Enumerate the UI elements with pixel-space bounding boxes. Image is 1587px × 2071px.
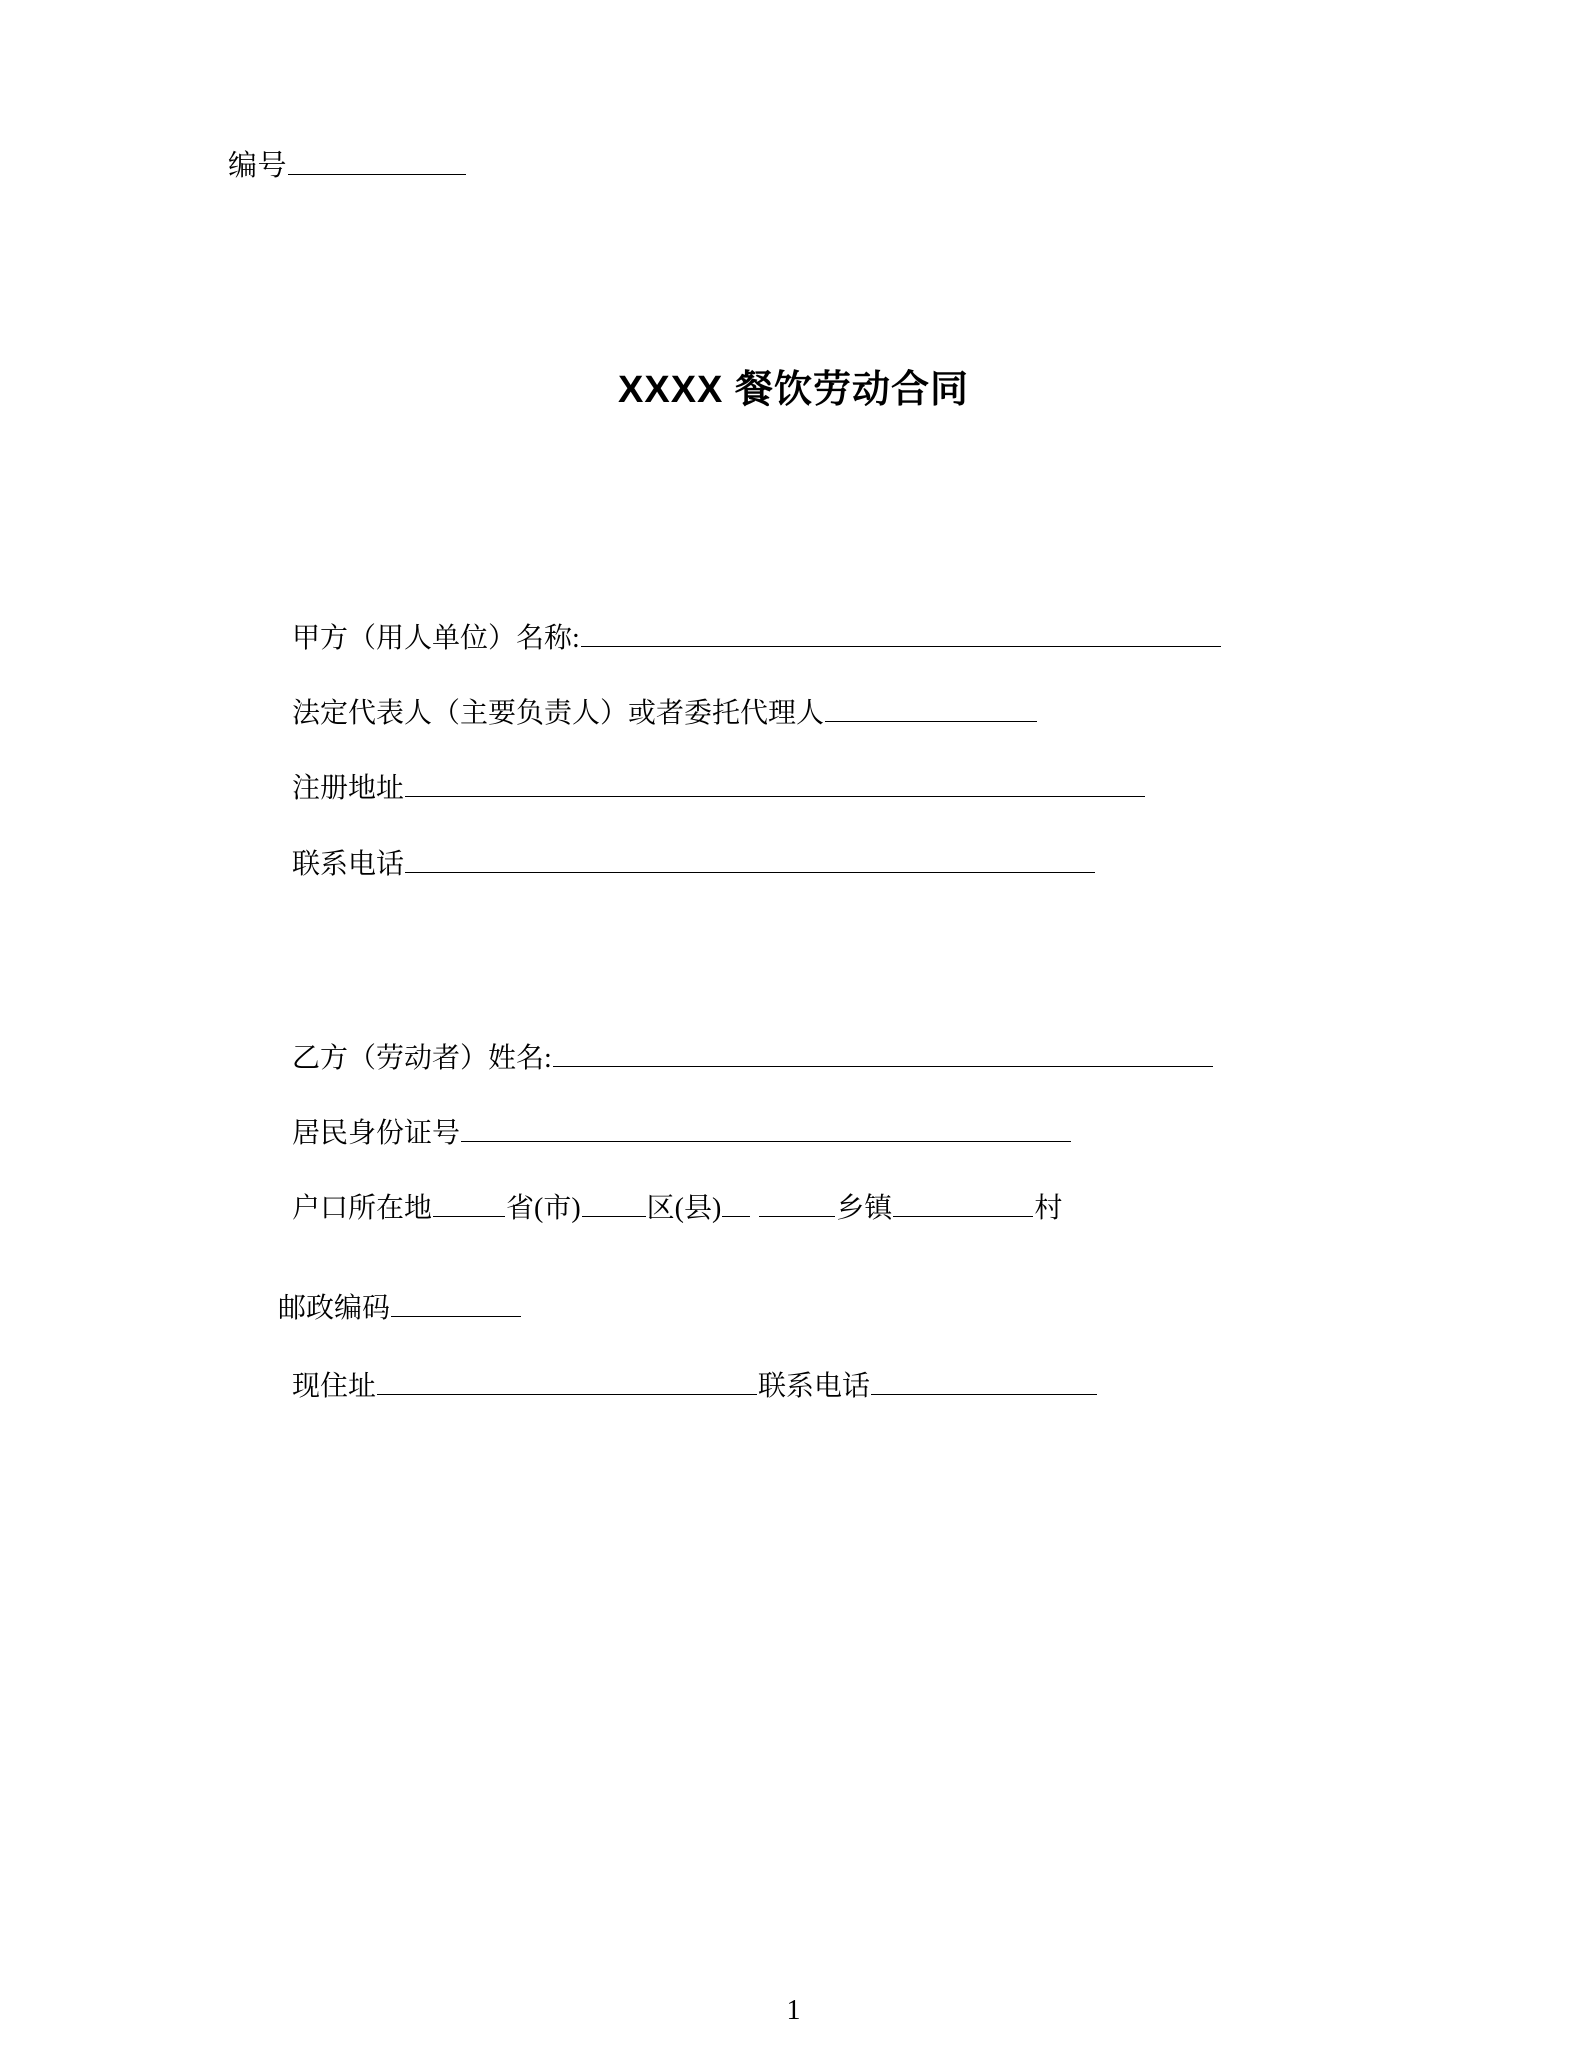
serial-number-line [228,148,467,184]
party-a-name-blank[interactable] [581,620,1221,647]
current-address-section [292,1368,1098,1403]
party-b-section [292,1040,1214,1226]
postcode-label: 邮政编码 [278,1293,391,1324]
household-province-blank[interactable] [433,1190,505,1217]
party-b-name-row [292,1040,1214,1075]
party-a-address-row [292,770,1222,805]
party-b-household-row [292,1190,1214,1225]
current-address-blank[interactable] [377,1368,757,1395]
household-town-blank[interactable] [759,1190,835,1217]
household-town-label: 乡镇 [836,1193,893,1225]
party-a-section [292,620,1222,881]
party-a-phone-row [292,846,1222,881]
party-a-name-row [292,620,1222,655]
party-a-name-label: 甲方（用人单位）名称: [292,623,580,654]
party-b-household-label: 户口所在地 [292,1193,433,1225]
household-village-blank[interactable] [893,1190,1033,1217]
household-district-label: 区(县) [646,1193,722,1225]
party-a-address-label: 注册地址 [292,773,405,805]
page-number: 1 [786,1995,801,2026]
postcode-row [278,1290,522,1325]
party-b-id-blank[interactable] [461,1115,1071,1142]
postcode-section [278,1290,522,1325]
party-b-phone-label: 联系电话 [758,1371,871,1402]
party-b-phone-blank[interactable] [871,1368,1097,1395]
party-a-legal-rep-row [292,695,1222,730]
serial-label: 编号 [228,150,288,182]
party-a-phone-label: 联系电话 [292,848,405,880]
party-b-name-label: 乙方（劳动者）姓名: [292,1043,552,1074]
household-village-label: 村 [1034,1193,1063,1225]
party-a-address-blank[interactable] [405,770,1145,797]
household-extra-blank[interactable] [722,1190,750,1217]
party-a-legal-rep-blank[interactable] [825,695,1037,722]
party-a-legal-rep-label: 法定代表人（主要负责人）或者委托代理人 [292,698,825,730]
current-address-row [292,1368,1098,1403]
page-title: XXXX 餐饮劳动合同 [618,369,969,411]
household-district-blank[interactable] [582,1190,646,1217]
party-a-phone-blank[interactable] [405,846,1095,873]
household-province-label: 省(市) [506,1193,581,1225]
postcode-blank[interactable] [391,1290,521,1317]
serial-blank[interactable] [288,148,466,175]
party-b-name-blank[interactable] [553,1040,1213,1067]
party-b-id-row [292,1115,1214,1150]
party-b-id-label: 居民身份证号 [292,1118,461,1150]
current-address-label: 现住址 [292,1371,377,1402]
